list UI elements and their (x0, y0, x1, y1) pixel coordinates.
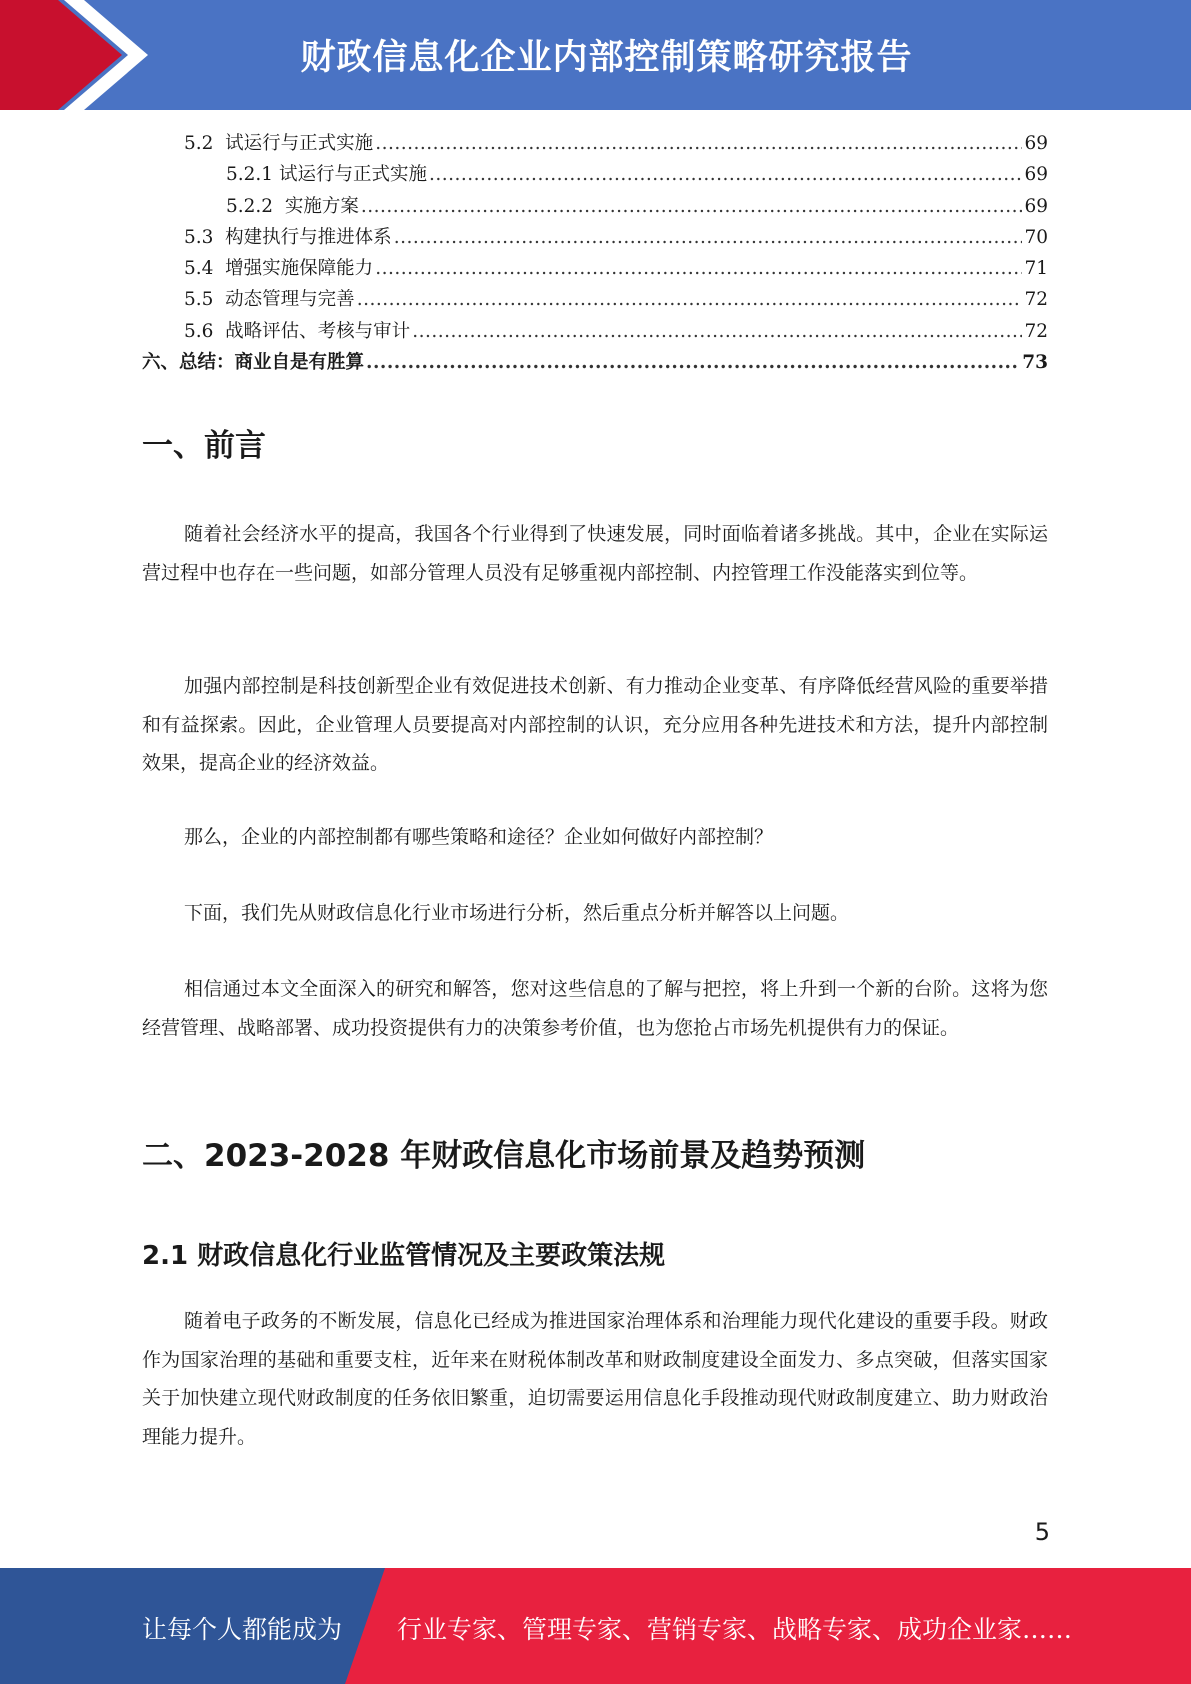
toc-entry-label: 5.5 动态管理与完善 (184, 289, 355, 311)
toc-entry-page: 69 (1024, 195, 1048, 217)
page-number: 5 (1034, 1518, 1050, 1546)
table-of-contents (142, 128, 1048, 378)
section-heading-market-forecast: 二、2023-2028 年财政信息化市场前景及趋势预测 (142, 1138, 866, 1174)
toc-entry[interactable] (142, 159, 1048, 190)
toc-entry[interactable] (142, 284, 1048, 315)
body-paragraph: 加强内部控制是科技创新型企业有效促进技术创新、有力推动企业变革、有序降低经营风险的重要举措和有益探索。因此，企业管理人员要提高对内部控制的认识，充分应用各种先进技术和方法，提升内部控制效果，提高企业的经济效益。 (142, 675, 1048, 774)
body-paragraph: 下面，我们先从财政信息化行业市场进行分析，然后重点分析并解答以上问题。 (184, 902, 850, 924)
body-paragraph: 相信通过本文全面深入的研究和解答，您对这些信息的了解与把控，将上升到一个新的台阶。这将为您经营管理、战略部署、成功投资提供有力的决策参考价值，也为您抢占市场先机提供有力的保证。 (142, 978, 1048, 1039)
footer-slogan-right: 行业专家、管理专家、营销专家、战略专家、成功企业家…… (397, 1615, 1073, 1644)
footer-slogan-left: 让每个人都能成为 (142, 1615, 343, 1644)
toc-entry[interactable] (142, 222, 1048, 253)
toc-leader-dots (429, 159, 1022, 190)
body-paragraph: 随着社会经济水平的提高，我国各个行业得到了快速发展，同时面临着诸多挑战。其中，企业在实际运营过程中也存在一些问题，如部分管理人员没有足够重视内部控制、内控管理工作没能落实到位等。 (142, 523, 1048, 584)
toc-leader-dots (366, 347, 1020, 378)
toc-entry[interactable] (142, 253, 1048, 284)
toc-entry-page: 69 (1024, 164, 1048, 186)
toc-entry-label: 5.2 试运行与正式实施 (184, 133, 374, 154)
toc-entry-label: 5.3 构建执行与推进体系 (184, 226, 392, 248)
toc-leader-dots (357, 284, 1023, 315)
subsection-heading-regulation: 2.1 财政信息化行业监管情况及主要政策法规 (142, 1241, 666, 1271)
toc-entry-label: 5.6 战略评估、考核与审计 (184, 320, 411, 342)
body-paragraph: 随着电子政务的不断发展，信息化已经成为推进国家治理体系和治理能力现代化建设的重要手段。财政作为国家治理的基础和重要支柱，近年来在财税体制改革和财政制度建设全面发力、多点突破，但落实国家关于加快建立现代财政制度的任务依旧繁重，迫切需要运用信息化手段推动现代财政制度建立、助力财政治理能力提升。 (142, 1310, 1048, 1448)
toc-entry[interactable] (142, 128, 1048, 159)
toc-entry-label: 5.2.1 试运行与正式实施 (226, 164, 427, 186)
toc-entry-page: 72 (1024, 320, 1048, 342)
toc-leader-dots (375, 253, 1022, 284)
toc-entry-label: 5.2.2 实施方案 (226, 195, 359, 217)
toc-entry-page: 71 (1024, 258, 1048, 280)
toc-entry[interactable] (142, 191, 1048, 222)
toc-entry-page: 73 (1022, 352, 1048, 374)
report-title: 财政信息化企业内部控制策略研究报告 (300, 38, 913, 78)
page-footer (0, 1568, 1191, 1684)
page-header (0, 0, 1191, 110)
body-paragraph: 那么，企业的内部控制都有哪些策略和途径？企业如何做好内部控制？ (184, 826, 774, 848)
header-arrow-decoration (0, 0, 160, 110)
toc-leader-dots (375, 128, 1022, 159)
toc-leader-dots (361, 191, 1023, 222)
section-heading-preface: 一、前言 (142, 428, 266, 464)
toc-entry-chapter[interactable] (142, 347, 1048, 378)
toc-entry-label: 六、总结：商业自是有胜算 (142, 352, 365, 374)
toc-entry-label: 5.4 增强实施保障能力 (184, 258, 374, 280)
toc-entry-page: 72 (1024, 289, 1048, 311)
toc-leader-dots (394, 222, 1023, 253)
toc-entry[interactable] (142, 316, 1048, 347)
toc-entry-page: 70 (1024, 226, 1048, 248)
toc-leader-dots (412, 316, 1022, 347)
toc-entry-page: 69 (1024, 133, 1048, 154)
